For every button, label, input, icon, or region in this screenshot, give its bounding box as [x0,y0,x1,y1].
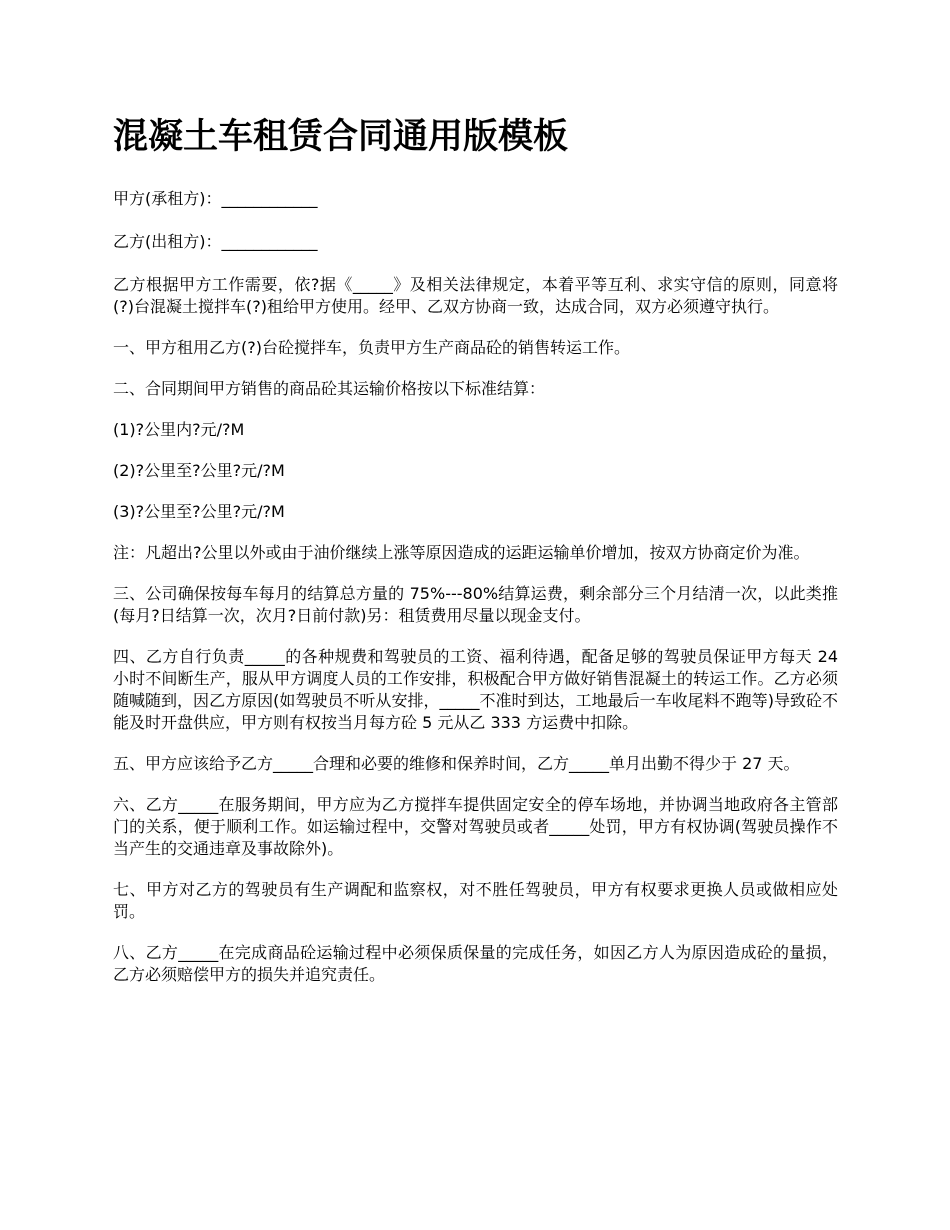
clause-1: 一、甲方租用乙方(?)台砼搅拌车，负责甲方生产商品砼的销售转运工作。 [113,338,630,357]
party-b-line: 乙方(出租方)：____________ [113,232,318,251]
clause-7: 七、甲方对乙方的驾驶员有生产调配和监察权，对不胜任驾驶员，甲方有权要求更换人员或做相应处罚。 [113,880,838,921]
clause-4: 四、乙方自行负责_____的各种规费和驾驶员的工资、福利待遇，配备足够的驾驶员保证甲方每天 24 小时不间断生产，服从甲方调度人员的工作安排，积极配合甲方做好销售混凝土的转运工作。乙方必须随喊随到，因乙方原因(如驾驶员不听从安排，_____不准时到达，工地最后一车收尾料不跑等)导致砼不能及时开盘供应，甲方则有权按当月每方砼 5 元从乙 333 方运费中扣除。 [113,647,838,732]
price-item-3: (3)?公里至?公里?元/?M [113,502,285,521]
clause-6: 六、乙方_____在服务期间，甲方应为乙方搅拌车提供固定安全的停车场地，并协调当地政府各主管部门的关系，便于顺利工作。如运输过程中，交警对驾驶员或者_____处罚，甲方有权协调(驾驶员操作不当产生的交通违章及事故除外)。 [113,795,838,858]
document-page [113,112,838,1005]
party-a-line: 甲方(承租方)：____________ [113,189,318,208]
document-title: 混凝土车租赁合同通用版模板 [113,117,569,157]
clause-3: 三、公司确保按每车每月的结算总方量的 75%---80%结算运费，剩余部分三个月结清一次，以此类推(每月?日结算一次，次月?日前付款)另：租赁费用尽量以现金支付。 [113,584,838,625]
price-note: 注：凡超出?公里以外或由于油价继续上涨等原因造成的运距运输单价增加，按双方协商定价为准。 [113,543,810,562]
intro-paragraph: 乙方根据甲方工作需要，依?据《_____》及相关法律规定，本着平等互利、求实守信的原则，同意将(?)台混凝土搅拌车(?)租给甲方使用。经甲、乙双方协商一致，达成合同，双方必须遵守执行。 [113,275,838,316]
clause-8: 八、乙方_____在完成商品砼运输过程中必须保质保量的完成任务，如因乙方人为原因造成砼的量损，乙方必须赔偿甲方的损失并追究责任。 [113,943,838,984]
price-item-2: (2)?公里至?公里?元/?M [113,461,285,480]
clause-5: 五、甲方应该给予乙方_____合理和必要的维修和保养时间，乙方_____单月出勤不得少于 27 天。 [113,754,800,773]
clause-2: 二、合同期间甲方销售的商品砼其运输价格按以下标准结算： [113,379,546,398]
price-item-1: (1)?公里内?元/?M [113,420,245,439]
